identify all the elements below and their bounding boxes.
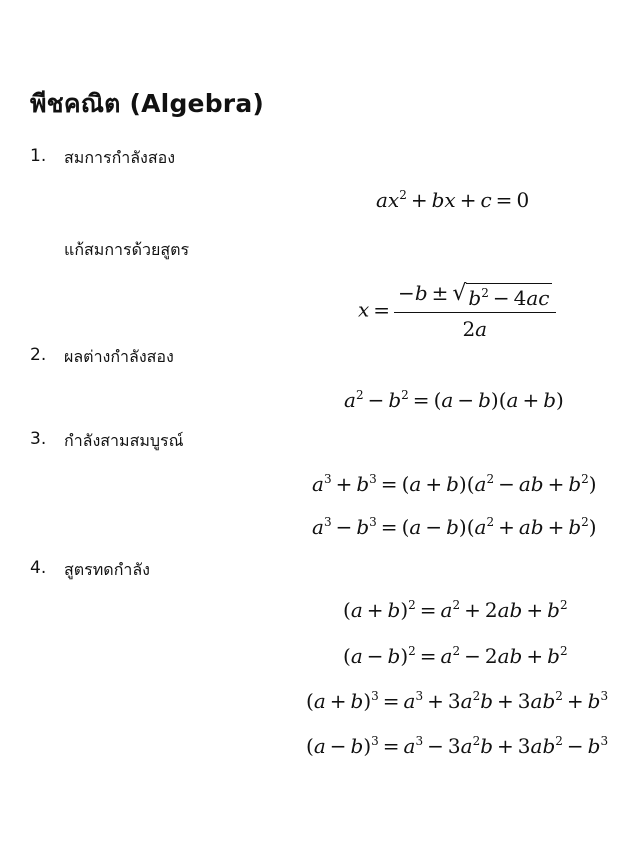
section-4-label: สูตรทดกำลัง [64,560,150,579]
formula-difference-of-cubes: $a^3 - b^3 = (a - b)(a^2$ + ab + $b^2$) [312,515,597,539]
section-1-sub-label: แก้สมการด้วยสูตร [64,240,190,259]
section-3-label: กำลังสามสมบูรณ์ [64,431,184,450]
section-2-label: ผลต่างกำลังสอง [64,347,174,366]
page-title: พีชคณิต (Algebra) [30,89,265,118]
section-4-number: 4. [30,558,47,578]
section-1-label: สมการกำลังสอง [64,148,176,167]
formula-quadratic-formula: x = −b ± √ $b^2 - 4ac$ 2a [358,281,556,341]
section-2-number: 2. [30,345,47,365]
formula-difference-of-squares: $a^2 - b^2 = (a - b)(a + b)$ [344,388,564,412]
formula-square-of-sum: $(a + b)^2 = a^2 + 2ab + b^2$ [343,598,568,622]
formula-cube-of-difference: $(a - b)^3 = a^3 - 3a^2b + 3ab^2 - b^3$ [306,734,609,758]
formula-quadratic-equation: $ax^2$ + bx + c = 0 [376,188,530,212]
formula-square-of-difference: $(a - b)^2 = a^2 - 2ab + b^2$ [343,644,568,668]
formula-sum-of-cubes: $a^3 + b^3 = (a + b)(a^2$ − ab + $b^2$) [312,472,597,496]
formula-cube-of-sum: $(a + b)^3 = a^3 + 3a^2b + 3ab^2 + b^3$ [306,689,609,713]
section-3-number: 3. [30,429,47,449]
section-1-number: 1. [30,146,47,166]
